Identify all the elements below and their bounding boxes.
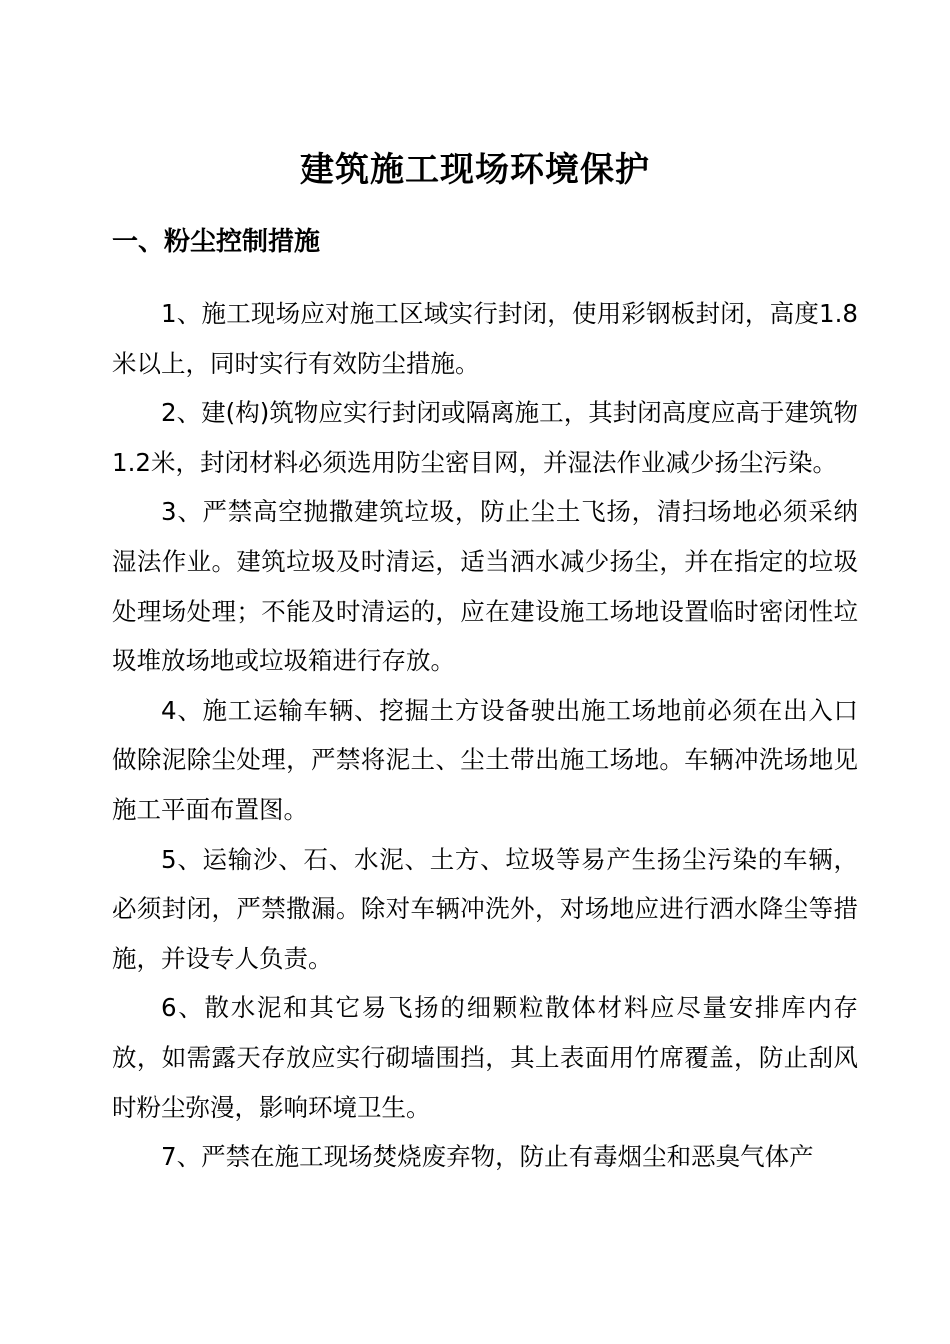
document-title: 建筑施工现场环境保护: [300, 150, 650, 190]
section-heading: 一、粉尘控制措施: [112, 227, 321, 257]
paragraph-5: 5、运输沙、石、水泥、土方、垃圾等易产生扬尘污染的车辆，必须封闭，严禁撒漏。除对车辆冲洗外，对场地应进行洒水降尘等措施，并设专人负责。: [112, 844, 858, 973]
paragraph-3: 3、严禁高空抛撒建筑垃圾，防止尘土飞扬，清扫场地必须采纳湿法作业。建筑垃圾及时清运，适当洒水减少扬尘，并在指定的垃圾处理场处理；不能及时清运的，应在建设施工场地设置临时密闭性垃圾堆放场地或垃圾箱进行存放。: [112, 497, 858, 676]
paragraph-6: 6、散水泥和其它易飞扬的细颗粒散体材料应尽量安排库内存放，如需露天存放应实行砌墙围挡，其上表面用竹席覆盖，防止刮风时粉尘弥漫，影响环境卫生。: [112, 993, 858, 1122]
paragraph-2: 2、建(构)筑物应实行封闭或隔离施工，其封闭高度应高于建筑物1.2米，封闭材料必须选用防尘密目网，并湿法作业减少扬尘污染。: [112, 398, 858, 477]
paragraph-4: 4、施工运输车辆、挖掘土方设备驶出施工场地前必须在出入口做除泥除尘处理，严禁将泥土、尘土带出施工场地。车辆冲洗场地见施工平面布置图。: [112, 695, 858, 824]
document-body: [112, 289, 858, 1182]
paragraph-1: 1、施工现场应对施工区域实行封闭，使用彩钢板封闭，高度1.8米以上，同时实行有效防尘措施。: [112, 299, 858, 378]
paragraph-7: 7、严禁在施工现场焚烧废弃物，防止有毒烟尘和恶臭气体产: [161, 1142, 814, 1172]
